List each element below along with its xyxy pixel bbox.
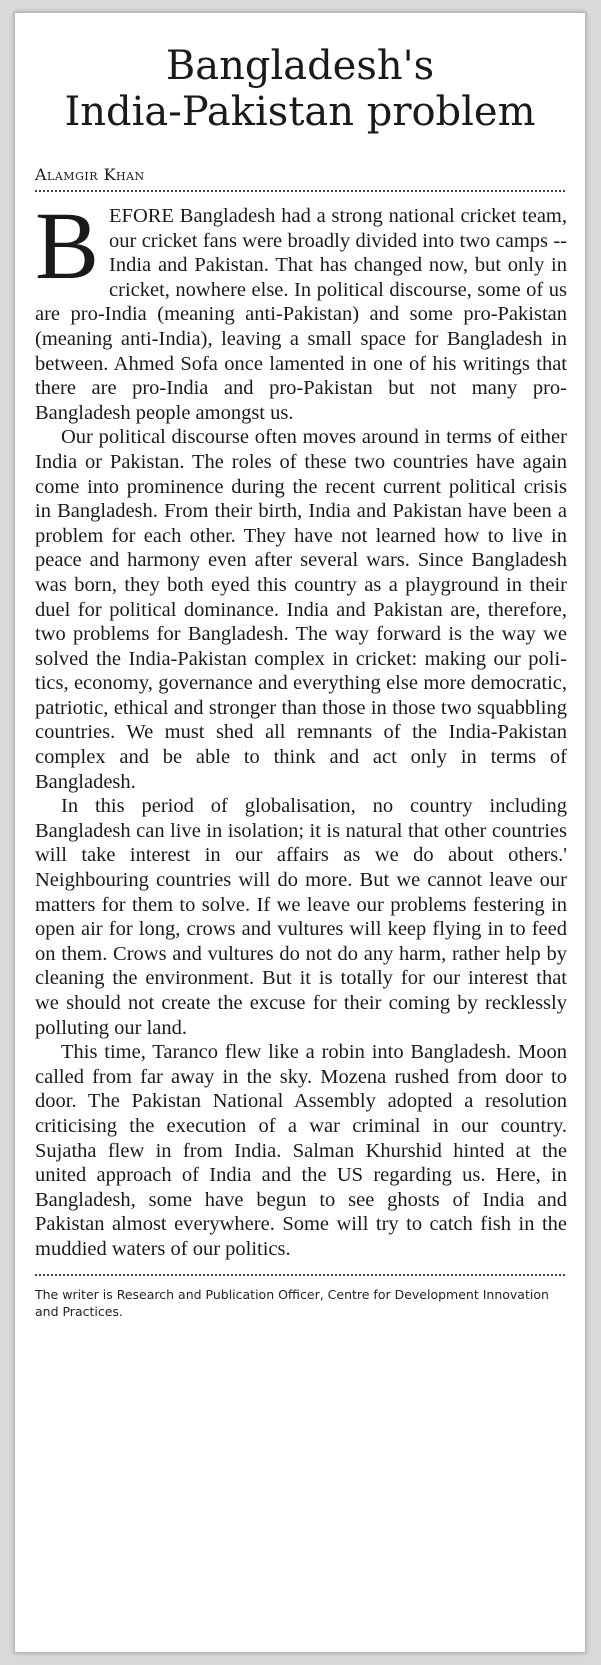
author-byline: Alamgir Khan [35,165,145,184]
paragraph-4: This time, Taranco flew like a robin into Bangladesh. Moon called from far away in the sky. Mozena rushed from door to door. The Pakistan National Assembly adopted a resolution criticising the execution of a war criminal in our country. Sujatha flew in from India. Salman Khurshid hinted at the united approach of India and the US regarding us. Here, in Bangladesh, some have begun to see ghosts of India and Pakistan almost everywhere. Some will try to catch fish in the muddied waters of our politics. [35,1041,567,1260]
author-footnote: The writer is Research and Publication Officer, Centre for Development Innovation and Practices. [35,1286,549,1319]
headline-line-2: India-Pakistan problem [64,89,536,135]
paragraph-3: In this period of globalisation, no country including Bangladesh can live in isolation; it is natural that other countries will take interest in our affairs as we do about others.' Neighbouring countries will do more. But we cannot leave our matters for them to solve. If we leave our problems festering in open air for long, crows and vultures will keep flying in to feed on them. Crows and vultures do not do any harm, rather help by cleaning the environment. But it is totally for our interest that we should not create the excuse for their coming by recklessly polluting our land. [35,795,567,1039]
paragraph-1 [35,192,567,425]
article-card [14,12,586,1653]
headline [39,43,561,135]
article-body [35,192,567,1262]
paragraph-1-text: EFORE Bangladesh had a strong national cricket team, our cricket fans were broadly divided into two camps -- India and Pakistan. That has changed now, but only in cricket, nowhere else. In political discourse, some of us are pro-India (meaning anti-Pakistan) and some pro-Pakistan (meaning anti-India), leaving a small space for Bangladesh in between. Ahmed Sofa once lamented in one of his writings that there are pro-India and pro-Pakistan but not many pro-Bangladesh people amongst us. [35,205,567,424]
headline-line-1: Bangladesh's [165,43,435,89]
paragraph-2: Our political discourse often moves around in terms of either India or Pakistan. The roles of these two countries have again come into prominence during the recent current political crisis in Bangladesh. From their birth, India and Pakistan have been a problem for each other. They have not learned how to live in peace and harmony even after several wars. Since Bangladesh was born, they both eyed this country as a playground in their duel for political dominance. India and Pakistan are, therefore, two problems for Bangladesh. The way forward is the way we solved the India-Pakistan complex in cricket: making our politics, economy, governance and everything else more democratic, patriotic, ethical and stronger than those in those two squabbling countries. We must shed all remnants of the India-Pakistan complex and be able to think and act only in terms of Bangladesh. [35,426,567,793]
dotted-divider-bottom [35,1274,565,1276]
dotted-divider-top [35,190,565,192]
drop-cap: B [35,192,100,299]
